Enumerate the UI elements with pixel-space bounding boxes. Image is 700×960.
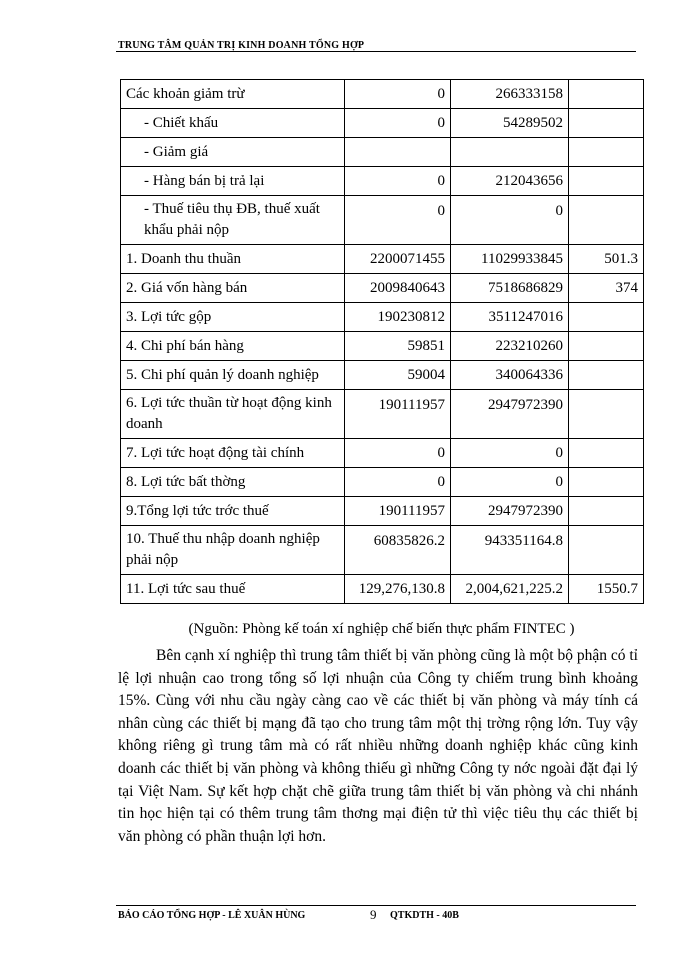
row-label: 4. Chi phí bán hàng bbox=[121, 332, 345, 361]
table-row bbox=[121, 332, 644, 361]
row-value-col2: 2947972390 bbox=[451, 497, 569, 526]
row-label: 5. Chi phí quản lý doanh nghiệp bbox=[121, 361, 345, 390]
row-value-col3 bbox=[569, 80, 644, 109]
row-value-col3 bbox=[569, 390, 644, 439]
row-value-col1: 2200071455 bbox=[345, 245, 451, 274]
header-divider bbox=[116, 51, 636, 52]
page-header-title: TRUNG TÂM QUẢN TRỊ KINH DOANH TỔNG HỢP bbox=[118, 40, 365, 51]
row-label: - Thuế tiêu thụ ĐB, thuế xuất khẩu phải nộp bbox=[121, 196, 345, 245]
row-value-col2: 2947972390 bbox=[451, 390, 569, 439]
row-value-col3 bbox=[569, 138, 644, 167]
footer-report-title: BÁO CÁO TỔNG HỢP - LÊ XUÂN HÙNG bbox=[118, 910, 306, 921]
table-row bbox=[121, 497, 644, 526]
row-value-col3: 1550.7 bbox=[569, 575, 644, 604]
row-value-col2: 0 bbox=[451, 468, 569, 497]
table-row bbox=[121, 303, 644, 332]
row-value-col2: 2,004,621,225.2 bbox=[451, 575, 569, 604]
row-label: 2. Giá vốn hàng bán bbox=[121, 274, 345, 303]
row-value-col2: 0 bbox=[451, 196, 569, 245]
row-value-col3 bbox=[569, 439, 644, 468]
row-label: - Chiết khấu bbox=[121, 109, 345, 138]
table-row bbox=[121, 274, 644, 303]
row-value-col2: 212043656 bbox=[451, 167, 569, 196]
footer-divider bbox=[116, 905, 636, 906]
row-value-col2: 266333158 bbox=[451, 80, 569, 109]
table-row bbox=[121, 468, 644, 497]
row-value-col1: 0 bbox=[345, 109, 451, 138]
row-value-col2: 3511247016 bbox=[451, 303, 569, 332]
row-label: 6. Lợi tức thuần từ hoạt động kinh doanh bbox=[121, 390, 345, 439]
row-value-col2: 223210260 bbox=[451, 332, 569, 361]
row-label: 3. Lợi tức gộp bbox=[121, 303, 345, 332]
row-value-col1: 190230812 bbox=[345, 303, 451, 332]
row-value-col3 bbox=[569, 303, 644, 332]
body-paragraph: Bên cạnh xí nghiệp thì trung tâm thiết bị văn phòng cũng là một bộ phận có tỉ lệ lợi nhuận cao trong tổng số lợi nhuận của Công ty chiếm trung bình khoảng 15%. Cùng với nhu cầu ngày càng cao về các thiết bị văn phòng và máy tính cá nhân cùng các thiết bị mạng đã tạo cho trung tâm một thị trờng rộng lớn. Tuy vậy không riêng gì trung tâm mà có rất nhiều những doanh nghiệp khác cũng kinh doanh các thiết bị văn phòng và không thiếu gì những Công ty nớc ngoài đặt đại lý tại Việt Nam. Sự kết hợp chặt chẽ giữa trung tâm thiết bị văn phòng và chi nhánh tin học hiện tại có thêm trung tâm thơng mại điện tử thì việc tiêu thụ các thiết bị văn phòng có phần thuận lợi hơn. bbox=[118, 647, 638, 845]
financial-table-body bbox=[121, 80, 644, 604]
row-value-col1: 0 bbox=[345, 80, 451, 109]
table-row bbox=[121, 575, 644, 604]
row-value-col1: 0 bbox=[345, 439, 451, 468]
page-number: 9 bbox=[370, 907, 377, 922]
row-value-col2: 0 bbox=[451, 439, 569, 468]
row-label: - Giảm giá bbox=[121, 138, 345, 167]
row-value-col3: 501.3 bbox=[569, 245, 644, 274]
row-label: Các khoản giảm trừ bbox=[121, 80, 345, 109]
row-value-col3 bbox=[569, 361, 644, 390]
row-label: 1. Doanh thu thuần bbox=[121, 245, 345, 274]
row-value-col2: 54289502 bbox=[451, 109, 569, 138]
row-value-col1: 190111957 bbox=[345, 390, 451, 439]
row-value-col2: 11029933845 bbox=[451, 245, 569, 274]
row-value-col1: 0 bbox=[345, 468, 451, 497]
row-label: 10. Thuế thu nhập doanh nghiệp phải nộp bbox=[121, 526, 345, 575]
row-value-col3 bbox=[569, 497, 644, 526]
table-row bbox=[121, 109, 644, 138]
row-value-col1: 129,276,130.8 bbox=[345, 575, 451, 604]
table-row bbox=[121, 390, 644, 439]
row-value-col1: 59851 bbox=[345, 332, 451, 361]
row-value-col3 bbox=[569, 196, 644, 245]
row-value-col2: 340064336 bbox=[451, 361, 569, 390]
row-value-col3 bbox=[569, 332, 644, 361]
row-label: 9.Tổng lợi tức trớc thuế bbox=[121, 497, 345, 526]
row-value-col1: 60835826.2 bbox=[345, 526, 451, 575]
row-value-col1: 0 bbox=[345, 196, 451, 245]
table-row bbox=[121, 526, 644, 575]
row-value-col2: 7518686829 bbox=[451, 274, 569, 303]
row-value-col3 bbox=[569, 468, 644, 497]
row-value-col2: 943351164.8 bbox=[451, 526, 569, 575]
row-value-col1: 59004 bbox=[345, 361, 451, 390]
table-row bbox=[121, 167, 644, 196]
row-value-col3 bbox=[569, 167, 644, 196]
row-value-col1: 2009840643 bbox=[345, 274, 451, 303]
table-row bbox=[121, 361, 644, 390]
row-label: 8. Lợi tức bất thờng bbox=[121, 468, 345, 497]
table-row bbox=[121, 138, 644, 167]
table-row bbox=[121, 196, 644, 245]
row-value-col3: 374 bbox=[569, 274, 644, 303]
table-source-note: (Nguồn: Phòng kế toán xí nghiệp chế biến thực phẩm FINTEC ) bbox=[188, 621, 575, 637]
row-value-col3 bbox=[569, 526, 644, 575]
row-value-col3 bbox=[569, 109, 644, 138]
table-row bbox=[121, 80, 644, 109]
row-value-col1 bbox=[345, 138, 451, 167]
row-label: 7. Lợi tức hoạt động tài chính bbox=[121, 439, 345, 468]
row-label: 11. Lợi tức sau thuế bbox=[121, 575, 345, 604]
row-value-col1: 0 bbox=[345, 167, 451, 196]
row-value-col2 bbox=[451, 138, 569, 167]
table-row bbox=[121, 245, 644, 274]
footer-class-code: QTKDTH - 40B bbox=[390, 910, 459, 921]
table-row bbox=[121, 439, 644, 468]
financial-table bbox=[120, 79, 644, 604]
row-label: - Hàng bán bị trả lại bbox=[121, 167, 345, 196]
row-value-col1: 190111957 bbox=[345, 497, 451, 526]
